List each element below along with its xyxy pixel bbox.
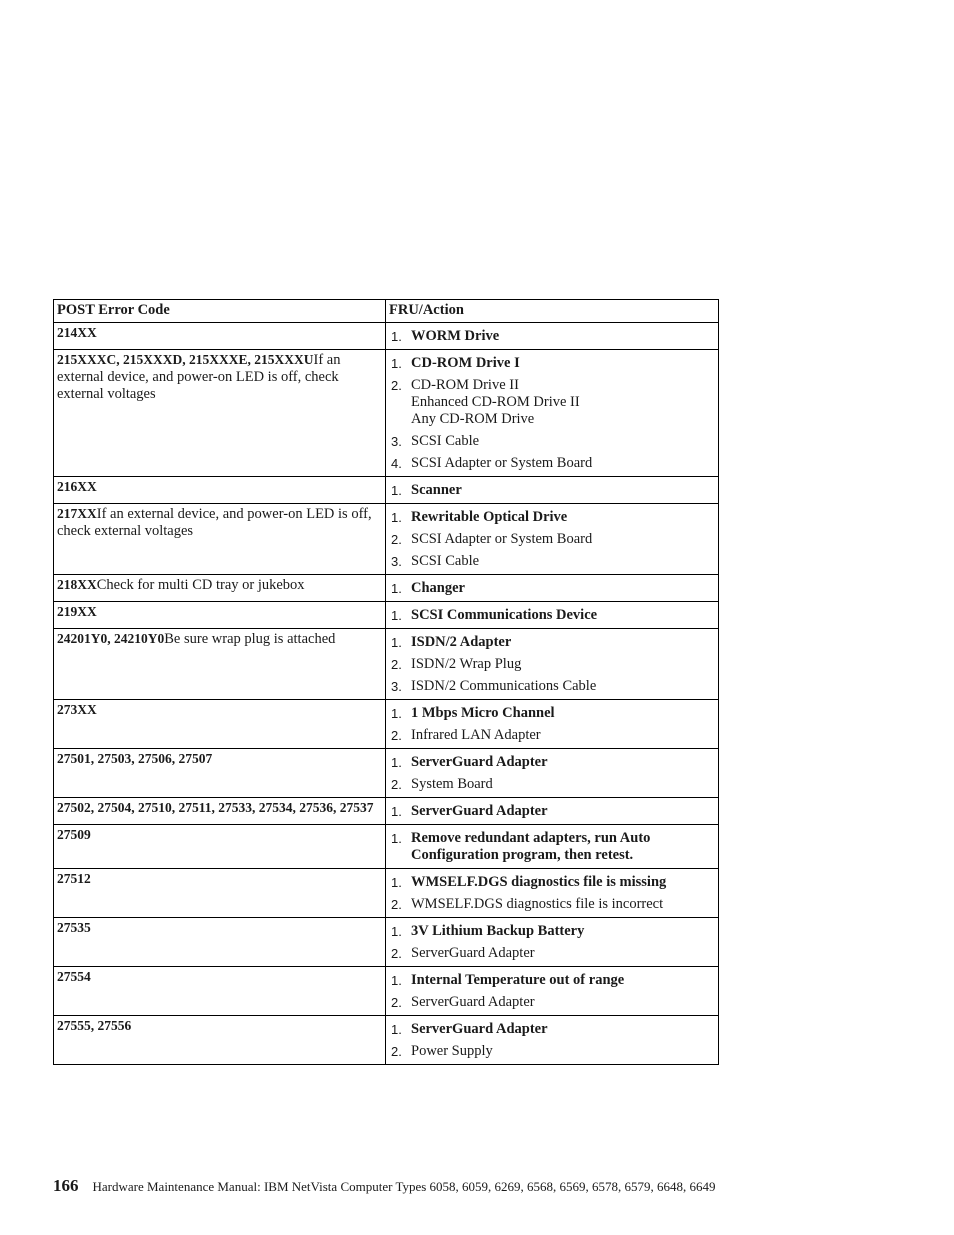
fru-action-cell xyxy=(386,967,719,1016)
fru-item-text: Power Supply xyxy=(411,1043,493,1059)
fru-item xyxy=(389,580,714,597)
fru-item-number: 2. xyxy=(391,777,402,792)
fru-item xyxy=(389,705,714,722)
fru-item xyxy=(389,553,714,570)
fru-item xyxy=(389,634,714,651)
fru-item xyxy=(389,727,714,744)
fru-list xyxy=(389,1021,714,1060)
fru-item xyxy=(389,678,714,695)
error-code-cell xyxy=(54,602,386,629)
fru-item-number: 2. xyxy=(391,532,402,547)
fru-action-cell xyxy=(386,825,719,869)
error-code: 27554 xyxy=(57,969,91,984)
fru-item xyxy=(389,896,714,913)
table-body xyxy=(54,323,719,1065)
fru-item-number: 3. xyxy=(391,434,402,449)
table-row xyxy=(54,350,719,477)
fru-action-cell xyxy=(386,575,719,602)
table-row xyxy=(54,749,719,798)
error-code: 24201Y0, 24210Y0 xyxy=(57,631,165,646)
fru-item-text: Changer xyxy=(411,580,465,596)
fru-item-text: SCSI Cable xyxy=(411,553,480,569)
fru-item-text: SCSI Cable xyxy=(411,433,480,449)
fru-item-number: 1. xyxy=(391,755,402,770)
fru-item-subtext: Any CD-ROM Drive xyxy=(411,411,535,427)
table-row xyxy=(54,323,719,350)
error-code: 27512 xyxy=(57,871,91,886)
fru-item-number: 3. xyxy=(391,679,402,694)
table-row xyxy=(54,629,719,700)
fru-item xyxy=(389,776,714,793)
table-row xyxy=(54,798,719,825)
fru-item-text: WMSELF.DGS diagnostics file is incorrect xyxy=(411,896,664,912)
fru-item xyxy=(389,377,714,428)
table-row xyxy=(54,504,719,575)
fru-item-text: WMSELF.DGS diagnostics file is missing xyxy=(411,874,667,890)
fru-action-cell xyxy=(386,323,719,350)
fru-item-text: ISDN/2 Adapter xyxy=(411,634,512,650)
error-code-cell xyxy=(54,575,386,602)
fru-item xyxy=(389,433,714,450)
fru-action-cell xyxy=(386,504,719,575)
fru-action-cell xyxy=(386,918,719,967)
error-code: 27535 xyxy=(57,920,91,935)
post-error-table xyxy=(53,299,719,1065)
fru-list xyxy=(389,874,714,913)
table-row xyxy=(54,967,719,1016)
error-code: 217XX xyxy=(57,506,97,521)
fru-item xyxy=(389,754,714,771)
error-code: 214XX xyxy=(57,325,97,340)
footer-text: Hardware Maintenance Manual: IBM NetVista Computer Types 6058, 6059, 6269, 6568, 6569, 6578, 6579, 6648, 6649 xyxy=(92,1179,716,1194)
fru-item-number: 1. xyxy=(391,1022,402,1037)
fru-item-number: 3. xyxy=(391,554,402,569)
fru-item-text: ISDN/2 Communications Cable xyxy=(411,678,597,694)
fru-item xyxy=(389,945,714,962)
fru-item-number: 2. xyxy=(391,897,402,912)
fru-item xyxy=(389,455,714,472)
fru-item-text: Infrared LAN Adapter xyxy=(411,727,541,743)
fru-action-cell xyxy=(386,869,719,918)
fru-list xyxy=(389,634,714,695)
fru-item-number: 2. xyxy=(391,1044,402,1059)
error-code: 215XXXC, 215XXXD, 215XXXE, 215XXXU xyxy=(57,352,314,367)
fru-item xyxy=(389,994,714,1011)
table-row xyxy=(54,575,719,602)
fru-item-number: 2. xyxy=(391,657,402,672)
error-code-cell xyxy=(54,967,386,1016)
fru-item-text: SCSI Adapter or System Board xyxy=(411,455,593,471)
error-code-cell xyxy=(54,323,386,350)
fru-item-number: 1. xyxy=(391,608,402,623)
error-code-cell xyxy=(54,918,386,967)
fru-item-text: CD-ROM Drive II xyxy=(411,377,519,393)
fru-item-number: 1. xyxy=(391,483,402,498)
error-note: If an external device, and power-on LED is off, check external voltages xyxy=(57,506,372,539)
table-row xyxy=(54,825,719,869)
fru-list xyxy=(389,607,714,624)
fru-action-cell xyxy=(386,350,719,477)
fru-item-number: 2. xyxy=(391,728,402,743)
fru-item-text: 1 Mbps Micro Channel xyxy=(411,705,555,721)
fru-item-text: CD-ROM Drive I xyxy=(411,355,520,371)
error-code-cell xyxy=(54,825,386,869)
fru-item xyxy=(389,874,714,891)
fru-item-text: ServerGuard Adapter xyxy=(411,945,535,961)
fru-item xyxy=(389,1021,714,1038)
fru-item-number: 2. xyxy=(391,946,402,961)
error-code-cell xyxy=(54,504,386,575)
fru-item-number: 1. xyxy=(391,510,402,525)
table-row xyxy=(54,477,719,504)
fru-list xyxy=(389,355,714,472)
error-code-cell xyxy=(54,477,386,504)
fru-item-text: ServerGuard Adapter xyxy=(411,803,548,819)
fru-item xyxy=(389,607,714,624)
fru-item-number: 1. xyxy=(391,356,402,371)
fru-item-number: 1. xyxy=(391,804,402,819)
error-note: If an external device, and power-on LED is off, check external voltages xyxy=(57,352,341,402)
fru-item-number: 1. xyxy=(391,875,402,890)
table-row xyxy=(54,918,719,967)
fru-list xyxy=(389,705,714,744)
fru-item-number: 1. xyxy=(391,924,402,939)
fru-action-cell xyxy=(386,602,719,629)
error-code-cell xyxy=(54,749,386,798)
page-number: 166 xyxy=(53,1176,79,1195)
fru-item-number: 1. xyxy=(391,329,402,344)
fru-item-number: 4. xyxy=(391,456,402,471)
table-row xyxy=(54,602,719,629)
error-code-cell xyxy=(54,1016,386,1065)
fru-item xyxy=(389,803,714,820)
fru-action-cell xyxy=(386,1016,719,1065)
fru-item-text: SCSI Adapter or System Board xyxy=(411,531,593,547)
fru-item xyxy=(389,830,714,864)
fru-item-number: 1. xyxy=(391,581,402,596)
fru-item xyxy=(389,923,714,940)
fru-item-number: 1. xyxy=(391,973,402,988)
fru-item-text: Rewritable Optical Drive xyxy=(411,509,568,525)
fru-item-text: ServerGuard Adapter xyxy=(411,1021,548,1037)
fru-list xyxy=(389,830,714,864)
fru-list xyxy=(389,972,714,1011)
error-code: 27509 xyxy=(57,827,91,842)
fru-list xyxy=(389,580,714,597)
fru-item xyxy=(389,509,714,526)
fru-item-text: 3V Lithium Backup Battery xyxy=(411,923,585,939)
fru-item xyxy=(389,328,714,345)
table-row xyxy=(54,869,719,918)
fru-action-cell xyxy=(386,798,719,825)
fru-item xyxy=(389,972,714,989)
fru-action-cell xyxy=(386,477,719,504)
fru-list xyxy=(389,923,714,962)
fru-item-number: 1. xyxy=(391,831,402,846)
fru-item-number: 2. xyxy=(391,995,402,1010)
header-post-error-code: POST Error Code xyxy=(54,300,386,323)
fru-item xyxy=(389,1043,714,1060)
error-code-cell xyxy=(54,869,386,918)
error-code: 273XX xyxy=(57,702,97,717)
fru-list xyxy=(389,482,714,499)
table-row xyxy=(54,1016,719,1065)
error-code: 27501, 27503, 27506, 27507 xyxy=(57,751,213,766)
fru-item-text: System Board xyxy=(411,776,493,792)
fru-list xyxy=(389,509,714,570)
error-note: Be sure wrap plug is attached xyxy=(164,631,336,647)
fru-item xyxy=(389,531,714,548)
error-note: Check for multi CD tray or jukebox xyxy=(96,577,305,593)
fru-item-text: Internal Temperature out of range xyxy=(411,972,625,988)
fru-item-number: 2. xyxy=(391,378,402,393)
error-code-cell xyxy=(54,798,386,825)
fru-item xyxy=(389,482,714,499)
error-code: 216XX xyxy=(57,479,97,494)
fru-action-cell xyxy=(386,629,719,700)
fru-item-text: ISDN/2 Wrap Plug xyxy=(411,656,522,672)
fru-item-text: SCSI Communications Device xyxy=(411,607,598,623)
fru-item xyxy=(389,355,714,372)
error-code: 27502, 27504, 27510, 27511, 27533, 27534, 27536, 27537 xyxy=(57,800,374,815)
fru-item xyxy=(389,656,714,673)
fru-item-text: WORM Drive xyxy=(411,328,500,344)
fru-list xyxy=(389,803,714,820)
table-header-row xyxy=(54,300,719,323)
error-code-cell xyxy=(54,700,386,749)
fru-action-cell xyxy=(386,700,719,749)
table-row xyxy=(54,700,719,749)
page-footer xyxy=(53,1175,733,1198)
fru-list xyxy=(389,754,714,793)
fru-item-number: 1. xyxy=(391,635,402,650)
error-code: 27555, 27556 xyxy=(57,1018,132,1033)
error-code: 219XX xyxy=(57,604,97,619)
fru-list xyxy=(389,328,714,345)
fru-item-text: Remove redundant adapters, run Auto Configuration program, then retest. xyxy=(411,830,651,863)
fru-item-text: ServerGuard Adapter xyxy=(411,994,535,1010)
header-fru-action: FRU/Action xyxy=(386,300,719,323)
fru-item-text: Scanner xyxy=(411,482,462,498)
error-code-cell xyxy=(54,629,386,700)
fru-item-subtext: Enhanced CD-ROM Drive II xyxy=(411,394,580,410)
fru-item-text: ServerGuard Adapter xyxy=(411,754,548,770)
error-code: 218XX xyxy=(57,577,97,592)
fru-action-cell xyxy=(386,749,719,798)
error-code-cell xyxy=(54,350,386,477)
fru-item-number: 1. xyxy=(391,706,402,721)
